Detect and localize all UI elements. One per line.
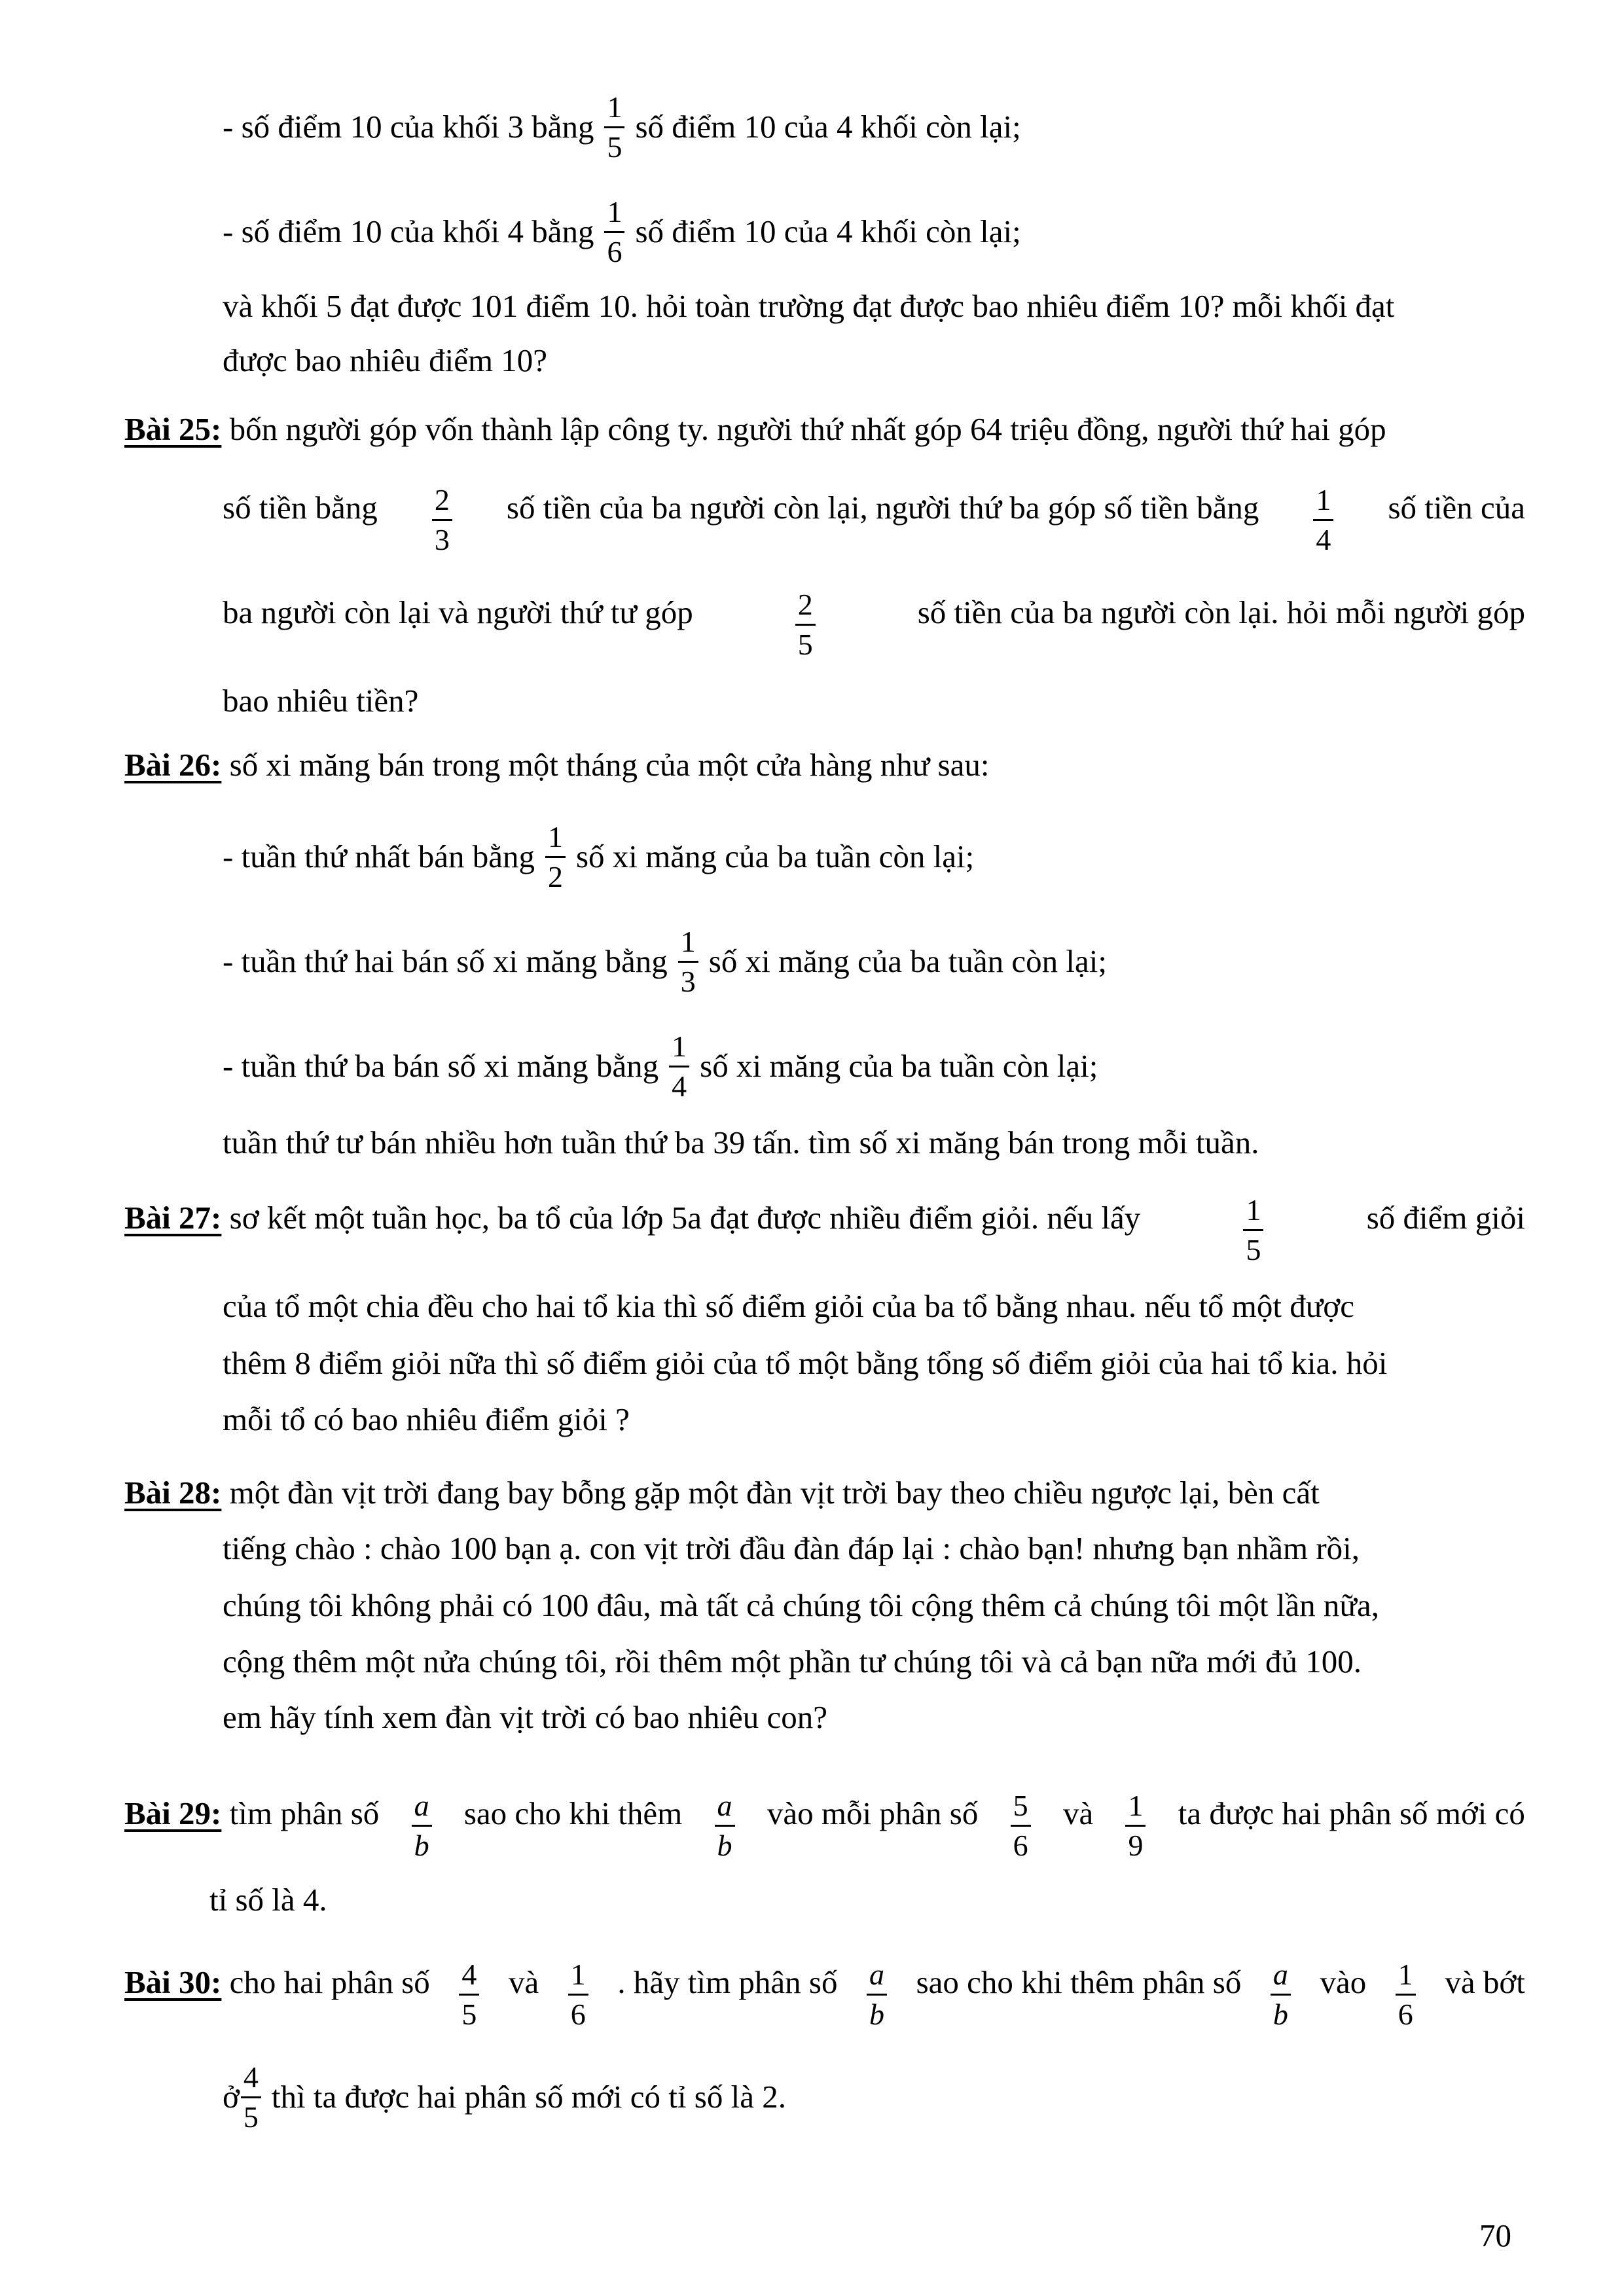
- intro-line-3: và khối 5 đạt được 101 điểm 10. hỏi toàn trường đạt được bao nhiêu điểm 10? mỗi khối đạt: [223, 288, 1395, 324]
- fraction: $\frac{a}{b}$: [1271, 1960, 1291, 2030]
- b25-line-4: bao nhiêu tiền?: [223, 683, 419, 719]
- fraction: $\frac{1}{2}$: [545, 822, 566, 892]
- b30-line-1: Bài 30: cho hai phân số $\frac{4}{5}$ và $\frac{1}{6}$ . hãy tìm phân số $\frac{a}{b}$ sao cho khi thêm phân số $\frac{a}{b}$ vào $\frac{1}{6}$ và bớt: [124, 1958, 1525, 2031]
- b26-line-5: tuần thứ tư bán nhiều hơn tuần thứ ba 39 tấn. tìm số xi măng bán trong mỗi tuần.: [223, 1124, 1259, 1160]
- exercise-label: Bài 25:: [124, 411, 222, 447]
- b26-line-1: Bài 26: số xi măng bán trong một tháng của một cửa hàng như sau:: [124, 747, 990, 783]
- b26-line-4: - tuần thứ ba bán số xi măng bằng $\frac{1}{4}$ số xi măng của ba tuần còn lại;: [223, 1030, 1098, 1103]
- b28-line-2: tiếng chào : chào 100 bạn ạ. con vịt trời đầu đàn đáp lại : chào bạn! nhưng bạn nhầm rồi,: [223, 1530, 1360, 1566]
- b26-line-2: - tuần thứ nhất bán bằng $\frac{1}{2}$ số xi măng của ba tuần còn lại;: [223, 820, 975, 893]
- fraction: $\frac{a}{b}$: [867, 1960, 887, 2030]
- fraction: $\frac{4}{5}$: [241, 2062, 261, 2132]
- b28-line-4: cộng thêm một nửa chúng tôi, rồi thêm một phần tư chúng tôi và cả bạn nữa mới đủ 100.: [223, 1643, 1362, 1679]
- b28-line-1: Bài 28: một đàn vịt trời đang bay bỗng gặp một đàn vịt trời bay theo chiều ngược lại, bèn cất: [124, 1475, 1320, 1511]
- fraction: $\frac{2}{5}$: [795, 590, 816, 660]
- intro-line-4: được bao nhiêu điểm 10?: [223, 342, 548, 378]
- exercise-label: Bài 29:: [124, 1795, 222, 1831]
- b27-line-4: mỗi tổ có bao nhiêu điểm giỏi ?: [223, 1401, 630, 1437]
- fraction: $\frac{a}{b}$: [412, 1791, 432, 1861]
- intro-line-1: - số điểm 10 của khối 3 bằng $\frac{1}{5}$ số điểm 10 của 4 khối còn lại;: [223, 90, 1021, 164]
- b25-line-2: số tiền bằng $\frac{2}{3}$ số tiền của ba người còn lại, người thứ ba góp số tiền bằng $\frac{1}{4}$ số tiền của: [223, 483, 1525, 556]
- fraction: $\frac{5}{6}$: [1011, 1791, 1031, 1861]
- fraction: $\frac{1}{6}$: [1396, 1960, 1416, 2030]
- fraction: $\frac{1}{4}$: [1313, 485, 1333, 555]
- exercise-label: Bài 26:: [124, 747, 222, 783]
- fraction: $\frac{1}{6}$: [568, 1960, 588, 2030]
- b27-line-2: của tổ một chia đều cho hai tổ kia thì số điểm giỏi của ba tổ bằng nhau. nếu tổ một được: [223, 1288, 1354, 1324]
- fraction: $\frac{1}{5}$: [604, 92, 624, 162]
- b28-line-3: chúng tôi không phải có 100 đâu, mà tất cả chúng tôi cộng thêm cả chúng tôi một lần nữa,: [223, 1587, 1379, 1623]
- b26-line-3: - tuần thứ hai bán số xi măng bằng $\frac{1}{3}$ số xi măng của ba tuần còn lại;: [223, 925, 1108, 998]
- b30-line-2: ở $\frac{4}{5}$ thì ta được hai phân số mới có tỉ số là 2.: [223, 2060, 786, 2134]
- fraction: $\frac{a}{b}$: [715, 1791, 735, 1861]
- fraction: $\frac{1}{9}$: [1125, 1791, 1146, 1861]
- b27-line-3: thêm 8 điểm giỏi nữa thì số điểm giỏi của tổ một bằng tổng số điểm giỏi của hai tổ kia. hỏi: [223, 1345, 1388, 1381]
- fraction: $\frac{1}{5}$: [1243, 1195, 1263, 1265]
- fraction: $\frac{4}{5}$: [459, 1960, 479, 2030]
- b27-line-1: Bài 27: sơ kết một tuần học, ba tổ của lớp 5a đạt được nhiều điểm giỏi. nếu lấy $\frac{1}{5}$ số điểm giỏi: [124, 1193, 1525, 1266]
- page-number: 70: [1479, 2217, 1511, 2253]
- fraction: $\frac{1}{4}$: [669, 1031, 689, 1102]
- fraction: $\frac{1}{3}$: [678, 927, 698, 997]
- b29-line-2: tỉ số là 4.: [209, 1882, 327, 1918]
- fraction: $\frac{2}{3}$: [432, 485, 452, 555]
- intro-line-2: - số điểm 10 của khối 4 bằng $\frac{1}{6}$ số điểm 10 của 4 khối còn lại;: [223, 195, 1021, 268]
- exercise-label: Bài 28:: [124, 1475, 222, 1511]
- exercise-label: Bài 30:: [124, 1964, 222, 2000]
- b29-line-1: Bài 29: tìm phân số $\frac{a}{b}$ sao cho khi thêm $\frac{a}{b}$ vào mỗi phân số $\frac{5}{6}$ và $\frac{1}{9}$ ta được hai phân số mới có: [124, 1789, 1525, 1862]
- exercise-label: Bài 27:: [124, 1200, 222, 1236]
- b25-line-3: ba người còn lại và người thứ tư góp $\frac{2}{5}$ số tiền của ba người còn lại. hỏi mỗi người góp: [223, 588, 1525, 661]
- fraction: $\frac{1}{6}$: [604, 197, 624, 267]
- b28-line-5: em hãy tính xem đàn vịt trời có bao nhiêu con?: [223, 1699, 827, 1735]
- b25-line-1: Bài 25: bốn người góp vốn thành lập công ty. người thứ nhất góp 64 triệu đồng, người thứ hai góp: [124, 411, 1386, 447]
